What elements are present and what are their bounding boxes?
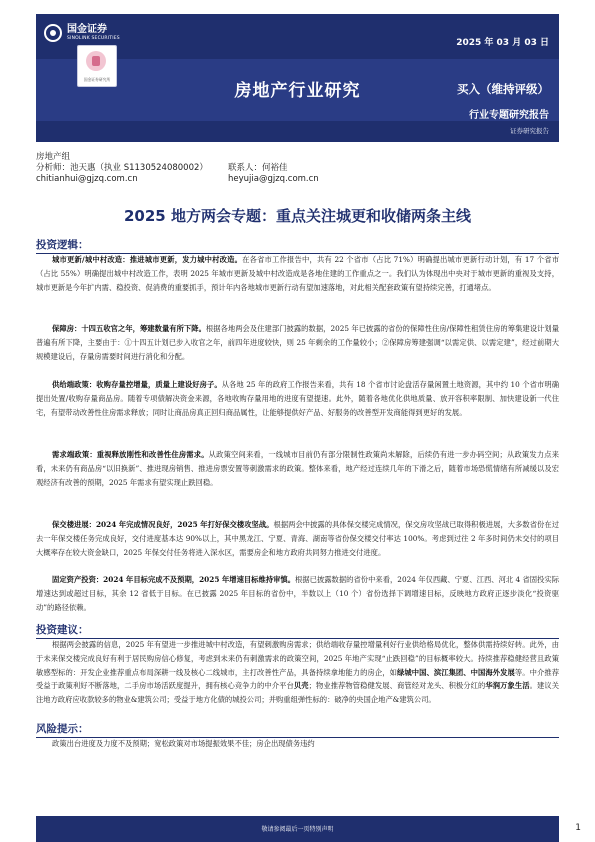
section-investment-advice: 投资建议： [36, 622, 559, 639]
paragraph-lead: 需求端政策：重视释放刚性和改善性住房需求。 [52, 450, 209, 459]
paragraph-fixed-investment [36, 573, 559, 614]
report-title: 房地产行业研究 [234, 81, 361, 101]
contact-name: 联系人：何裕佳 [228, 163, 288, 173]
rating: 买入（维持评级） [457, 82, 549, 96]
section-risk-warning: 风险提示： [36, 721, 559, 738]
advice-highlight: 贝壳 [293, 681, 309, 691]
footer-bar [36, 816, 559, 842]
paragraph-lead: 供给端政策：收购存量控增量，质量上建设好房子。 [52, 380, 222, 389]
paragraph-affordable-housing [36, 322, 559, 363]
paragraph-body: 从各地 25 年的政府工作报告来看，共有 18 个省市讨论盘活存量闲置土地资源，其中约 10 个省市明确提出处置/收购存量商品房。随着专项债解决资金来源，各地收购存量用地的进度有望提速。此外，随着各地优化供地质量、放开容积率限制、加快建设新一代住宅，有望带动改善性住房需求释放；同时让商品房真正回归商品属性，让能够提供好产品、好服务的改善型开发商能得到更好的发展。 [36, 380, 559, 417]
advice-text: 等。中介推荐受益于政策利好不断落地，二手房市场活跃度提升，拥有核心竞争力的中介平台 [36, 667, 560, 691]
sector-label: 房地产组 [36, 152, 71, 162]
paragraph-lead: 保交楼进展：2024 年完成情况良好，2025 年打好保交楼攻坚战。 [52, 520, 274, 529]
badge-text: 国金证券研究所 [83, 77, 111, 82]
advice-text: 根据两会披露的信息，2025 年有望进一步推进城中村改造，有望刺激购房需求；供给端收存量控增量利好行业供给格局优化，整体供需持续好转。此外，由于未来保交楼完成良好有利于居民购房信心修复，考虑到未来仍有刺激需求的政策空间，2025 年地产实现“止跌回稳”的目标概率较大。持续推荐稳健经营且政策敏感型标的：开发企业推荐重点布局深耕一线及核心二线城市，主打改善性产品，具备持续拿地能力的房企，如 [36, 640, 559, 677]
paragraph-body: 从政策空间来看，一线城市目前仍有部分限制性政策尚未解除，后续仍有进一步办码空间；从政策发力点来看，未来仍有商品房“以旧换新”、推进现房销售、推进房票安置等刺激需求的政策。整体来看，地产经过连续几年的下滑之后，随着市场恐慌情绪有所减缓以及宏观经济有改善的预期，2025 年需求有望实现止跌回稳。 [36, 450, 559, 487]
logo-icon [44, 24, 62, 42]
meta-emails-row [36, 174, 559, 185]
paragraph-body: 根据各地两会及住建部门披露的数据，2025 年已披露的省份的保障性住房/保障性租赁住房的筹集建设计划量普遍有所下降，主要由于：①十四五计划已步入收官之年，前四年进度较快，则 25 年剩余的工作量较小；②保障房筹建强调“以需定供、以需定建”，经过前期大规模建设后，存量房需要时间进行消化和分配。 [36, 324, 559, 361]
paragraph-supply-policy [36, 378, 559, 419]
page-number: 1 [575, 823, 581, 833]
advice-text: 。建议关注地方政府应收款较多的物业&建筑公司；受益于地方化债的城投公司；并购重组弹性标的：破净的央国企地产&建筑公司。 [36, 681, 560, 705]
paragraph-investment-advice [36, 638, 559, 707]
report-type: 行业专题研究报告 [469, 110, 549, 121]
contact-email[interactable]: heyujia@gjzq.com.cn [228, 174, 319, 184]
report-source: 证券研究报告 [510, 127, 549, 135]
paragraph-body: 根据已披露数据的省份中来看，2024 年仅西藏、宁夏、江西、河北 4 省固投实际增速达到或超过目标，其余 12 省低于目标。在已披露 2025 年目标的省份中，半数以上（10 个）省份选择下调增速目标，反映地方政府正逐步淡化“投资驱动”的路径依赖。 [36, 575, 560, 612]
paragraph-urban-renewal [36, 253, 559, 294]
badge-illustration-icon [86, 51, 106, 71]
report-meta [36, 152, 559, 185]
report-header [36, 14, 559, 142]
logo-cn: 国金证券 [67, 23, 107, 35]
section-investment-logic: 投资逻辑： [36, 237, 559, 254]
report-headline: 2025 地方两会专题：重点关注城更和收储两条主线 [124, 207, 471, 225]
report-date: 2025 年 03 月 03 日 [456, 38, 549, 48]
paragraph-lead: 城市更新/城中村改造：推进城市更新，发力城中村改造。 [52, 255, 243, 264]
paragraph-risk: 政策出台进度及力度不及预期；宽松政策对市场提振效果不佳；房企出现债务违约 [52, 739, 315, 748]
advice-highlight: 华润万象生活 [485, 681, 530, 691]
logo-text [67, 25, 120, 42]
paragraph-demand-policy [36, 448, 559, 489]
paragraph-lead: 固定资产投资：2024 年目标完成不及预期，2025 年增速目标维持审慎。 [52, 575, 296, 584]
advice-text: ；物业推荐物管稳健发展、商管经对龙头、积极分红的 [308, 681, 486, 691]
paragraph-lead: 保障房：十四五收官之年，筹建数量有所下降。 [52, 324, 206, 333]
analyst-email[interactable]: chitianhui@gjzq.com.cn [36, 174, 138, 184]
company-logo [44, 24, 120, 42]
paragraph-body: 根据两会中披露的具体保交楼完成情况，保交房攻坚战已取得积极进展，大多数省份在过去一年保交楼任务完成良好，交付进度基本达 90%以上，其中黑龙江、宁夏、青海、湖南等省份保交楼交付率达 100%。考虑到过往 2 年多时间仍未交付的项目大概率存在较大资金缺口，2025 年保交付任务将进入深水区，需要房企和地方政府共同努力推进交付进度。 [36, 520, 559, 557]
paragraph-body: 在各省市工作报告中，共有 22 个省市（占比 71%）明确提出城市更新行动计划，有 17 个省市（占比 55%）明确提出城中村改造工作，表明 2025 年城市更新及城中村改造成是各地住建的工作重点之一。我们认为体现出中央对于城市更新的重视及支持，城市更新是今年扩内需、稳投资、促消费的重要抓手，预计年内各地城市更新行动有望加速落地，对此相关配套政策有望持续完善，打通堵点。 [36, 255, 559, 292]
logo-en: SINOLINK SECURITIES [67, 35, 120, 41]
paragraph-delivery-progress [36, 518, 559, 559]
footer-disclaimer[interactable]: 敬请参阅最后一页特别声明 [261, 826, 334, 833]
meta-names-row [36, 163, 559, 174]
analyst-name: 分析师：池天惠（执业 S1130524080002） [36, 163, 208, 173]
advice-highlight: 绿城中国、滨江集团、中国海外发展 [397, 667, 515, 677]
